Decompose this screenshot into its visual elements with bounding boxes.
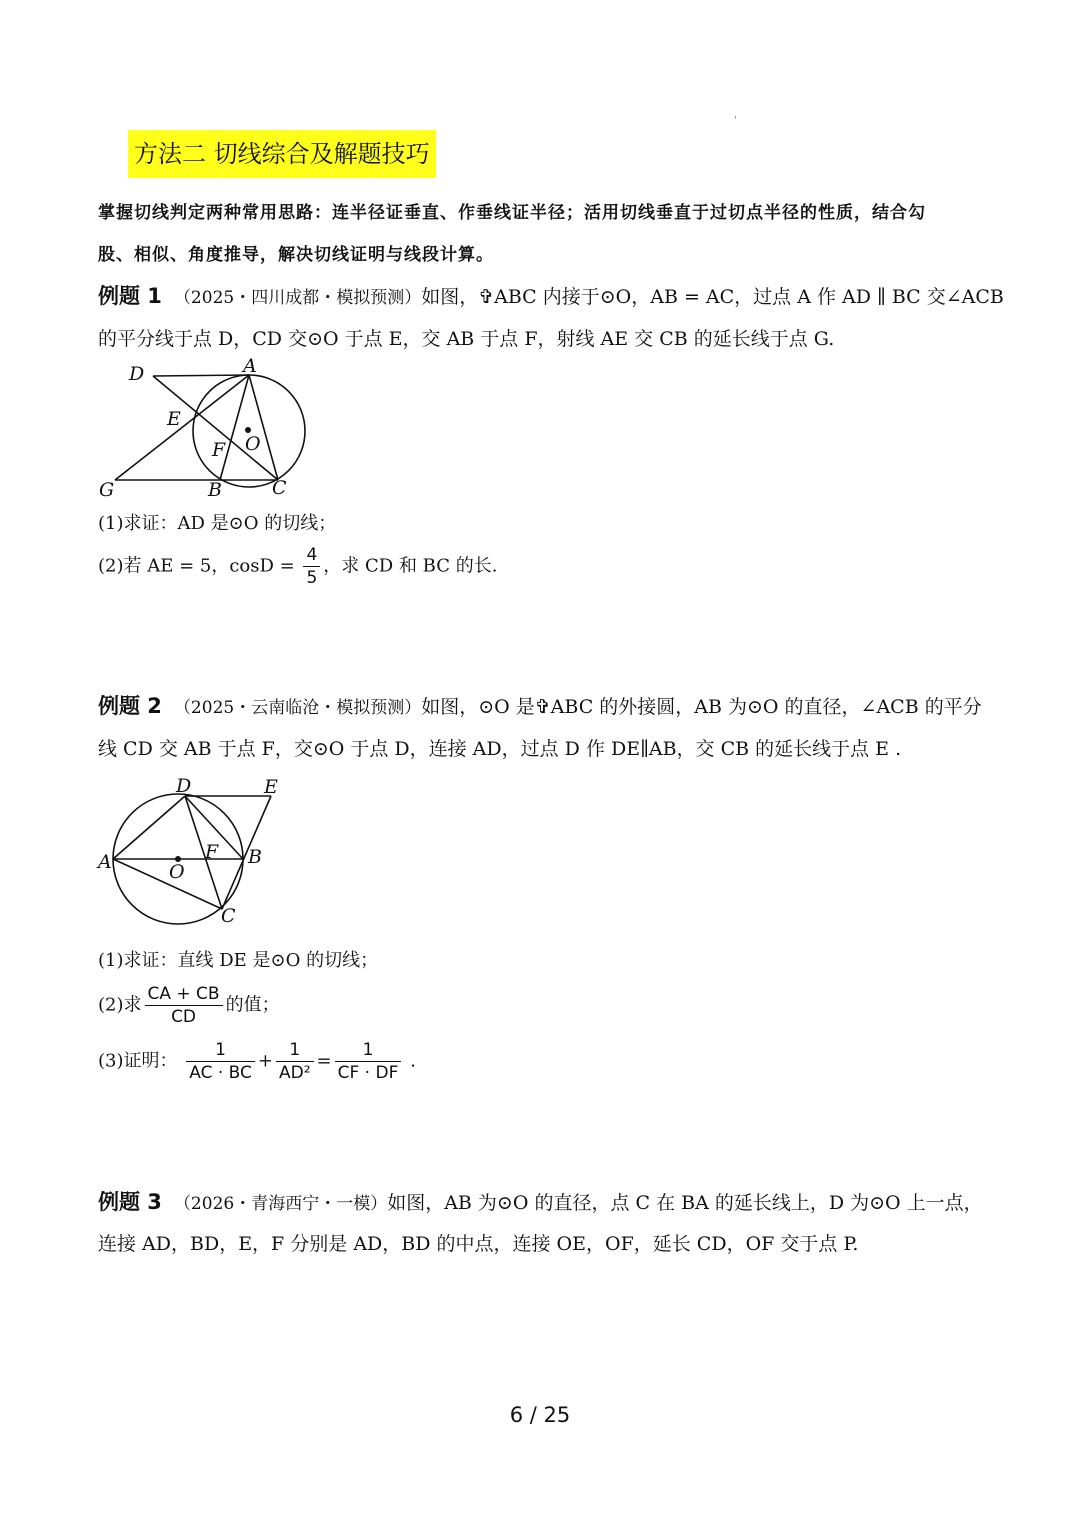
example2-source: （2025・云南临沧・模拟预测） [173, 698, 422, 718]
fraction-denominator: 5 [306, 568, 318, 588]
label-G: G [99, 479, 115, 501]
example1-label: 例题 1 [98, 284, 162, 308]
label-E: E [264, 776, 278, 798]
fraction-numerator: 1 [335, 1040, 402, 1062]
example1-q2-suffix: ，求 CD 和 BC 的长. [323, 555, 498, 577]
example2-q2-suffix: 的值； [225, 994, 280, 1016]
example1-line1 [98, 280, 1004, 310]
example2-text1: 如图，⊙O 是✞ABC 的外接圆，AB 为⊙O 的直径，∠ACB 的平分 [421, 696, 982, 718]
segment-DA [153, 375, 249, 376]
fraction-numerator: CA + CB [145, 984, 223, 1006]
label-F: F [212, 439, 226, 461]
example1-q2-fraction [303, 545, 320, 588]
label-F: F [205, 841, 219, 863]
example2-q2 [98, 984, 280, 1027]
fraction-denominator: CF · DF [337, 1063, 399, 1083]
example3-line2: 连接 AD，BD，E，F 分别是 AD，BD 的中点，连接 OE，OF，延长 CD，OF 交于点 P. [98, 1233, 859, 1255]
intro-line-2: 股、相似、角度推导，解决切线证明与线段计算。 [98, 245, 494, 265]
example1-line2: 的平分线于点 D，CD 交⊙O 于点 E，交 AB 于点 F，射线 AE 交 CB 的延长线于点 G. [98, 328, 835, 350]
example2-q1: (1)求证：直线 DE 是⊙O 的切线； [98, 950, 379, 971]
page-number: 6 / 25 [509, 1403, 571, 1427]
fraction-denominator: CD [171, 1007, 197, 1027]
equals-sign: = [316, 1050, 332, 1072]
example2-q3-suffix: . [410, 1050, 416, 1072]
stray-mark: ˈ [734, 116, 737, 127]
plus-sign: + [257, 1050, 273, 1072]
example2-q3-fraction-1 [186, 1040, 255, 1083]
example2-q3 [98, 1040, 416, 1083]
label-E: E [167, 408, 181, 430]
label-D: D [129, 363, 145, 385]
label-O: O [169, 861, 185, 883]
intro-line-1: 掌握切线判定两种常用思路：连半径证垂直、作垂线证半径；活用切线垂直于过切点半径的性质，结合勾 [98, 203, 926, 223]
example2-q3-fraction-2 [276, 1040, 314, 1083]
example3-line1 [98, 1186, 983, 1216]
segment-AC [249, 375, 278, 480]
fraction-denominator: AD² [278, 1063, 311, 1083]
example1-source: （2025・四川成都・模拟预测） [173, 288, 422, 308]
fraction-numerator: 1 [186, 1040, 255, 1062]
example2-q2-fraction [145, 984, 223, 1027]
example2-figure [95, 772, 295, 932]
example1-q2 [98, 545, 497, 588]
fraction-denominator: AC · BC [189, 1063, 252, 1083]
example2-line1 [98, 690, 982, 720]
label-A: A [243, 358, 257, 377]
label-C: C [221, 905, 236, 927]
example2-q3-prefix: (3)证明： [98, 1050, 178, 1072]
label-C: C [272, 477, 287, 499]
fraction-numerator: 4 [303, 545, 320, 567]
segment-EC [222, 796, 271, 909]
example1-q1: (1)求证：AD 是⊙O 的切线； [98, 513, 337, 534]
example3-label: 例题 3 [98, 1190, 162, 1214]
segment-AB [220, 375, 249, 480]
label-B: B [248, 846, 262, 868]
example2-line2: 线 CD 交 AB 于点 F，交⊙O 于点 D，连接 AD，过点 D 作 DE∥AB，交 CB 的延长线于点 E . [98, 738, 902, 760]
label-D: D [176, 775, 192, 797]
label-B: B [208, 479, 222, 501]
ray-AG [115, 375, 249, 480]
example2-q3-fraction-3 [335, 1040, 402, 1083]
section-heading: 方法二 切线综合及解题技巧 [128, 130, 436, 178]
label-A: A [98, 851, 112, 873]
label-O: O [245, 433, 261, 455]
example1-q2-prefix: (2)若 AE = 5，cosD = [98, 555, 295, 577]
example2-label: 例题 2 [98, 694, 162, 718]
example1-text1: 如图，✞ABC 内接于⊙O，AB = AC，过点 A 作 AD ∥ BC 交∠ACB [421, 286, 1004, 308]
example1-figure [95, 358, 310, 503]
example3-source: （2026・青海西宁・一模） [173, 1194, 388, 1214]
fraction-numerator: 1 [276, 1040, 314, 1062]
example2-q2-prefix: (2)求 [98, 994, 142, 1016]
example3-text1: 如图，AB 为⊙O 的直径，点 C 在 BA 的延长线上，D 为⊙O 上一点， [387, 1192, 983, 1214]
segment-AD [113, 796, 185, 859]
